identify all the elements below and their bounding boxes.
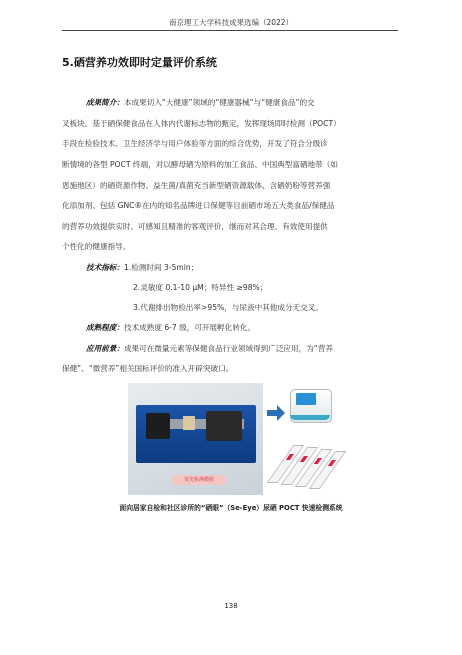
poct-device: [288, 383, 332, 423]
device-screen: [296, 393, 316, 405]
intro-line: 化添加剂、包括 GNC®在内的知名品牌进口保健等目前硒市场五大类食品/保健品: [62, 201, 335, 210]
application-label: 应用前景：: [86, 344, 124, 353]
intro-line: 断情境的各型 POCT 终端，对以酵母硒为原料的加工食品、中国典型富硒地带（如: [62, 160, 338, 169]
intro-line: 恩施地区）的硒资源作物、益生菌/真菌充当新型硒资源载体、含硒奶粉等营养强: [62, 181, 331, 190]
maturity-label: 成熟程度：: [86, 323, 124, 332]
sample-holder: [183, 416, 195, 430]
product-figure: [128, 383, 333, 495]
spec-item: 3.代谢排出物检出率>95%，与尿液中其他成分无交叉。: [133, 303, 323, 312]
spec-item: 2.灵敏度 0.1-10 μM；特异性 ≥98%；: [133, 283, 268, 292]
detection-module-photo: [128, 383, 263, 495]
intro-line: 个性化的健康指导。: [62, 242, 131, 251]
photo-label: 荧光检测模组: [172, 475, 226, 485]
intro-line: 的营养功效提供实时、可感知且精准的客观评价，继而对其合理、有效使用提供: [62, 222, 328, 231]
figure-caption: 面向居家自检和社区诊所的“硒眼”（Se-Eye）尿硒 POCT 快速检测系统: [119, 504, 343, 512]
intro-label: 成果简介：: [86, 98, 124, 107]
page-number: 138: [224, 602, 238, 610]
intro-line: 本成果切入“大健康”领域的“健康器械”与“健康食品”的交: [123, 98, 315, 107]
maturity-text: 技术成熟度 6-7 级，可开展孵化转化。: [123, 323, 256, 332]
intro-line: 手段在检验技术、卫生经济学与用户体验等方面的综合优势，开发了符合分级诊: [62, 139, 328, 148]
application-line: 成果可在微量元素等保健食品行业领域得到广泛应用，为“营养: [123, 344, 333, 353]
running-header: 南京理工大学科技成果选编（2022）: [168, 18, 294, 27]
optical-block-left: [146, 413, 170, 439]
specs-label: 技术指标：: [86, 263, 124, 272]
intro-first-line: [86, 97, 315, 108]
maturity-line: [86, 322, 255, 333]
application-first-line: [86, 343, 333, 354]
optical-block-right: [206, 411, 242, 441]
specs-first-line: [86, 262, 198, 273]
arrow-right-icon: [267, 405, 285, 421]
section-title: 5.硒营养功效即时定量评价系统: [62, 56, 217, 69]
application-line: 保健”、“微营养”相关国标评价的准入开辟突破口。: [62, 364, 234, 373]
spec-item: 1.检测时间 3-5min；: [123, 263, 199, 272]
header-divider: [62, 30, 398, 31]
test-strips: [270, 441, 334, 487]
device-stripe: [290, 415, 330, 420]
intro-line: 叉板块。基于硒保健食品在人体内代谢标志物的甄定，发挥现场即时检测（POCT）: [62, 119, 341, 128]
